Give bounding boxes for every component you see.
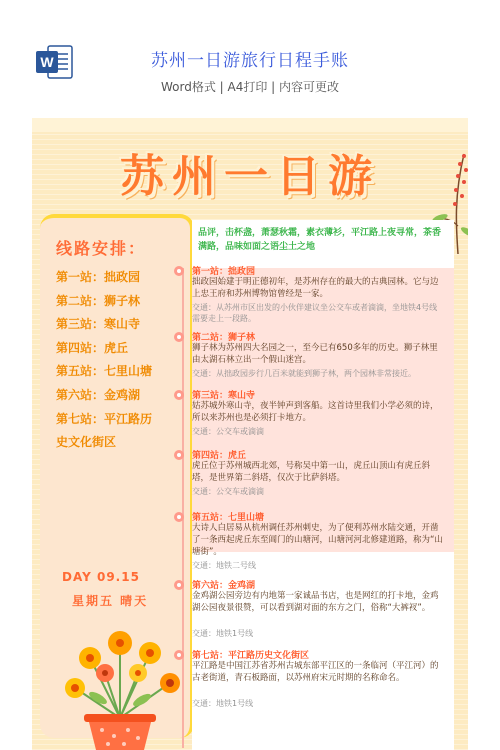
stop-name: 第四站：虎丘 [192, 451, 247, 461]
header-subtitle: Word格式 | A4打印 | 内容可更改 [160, 80, 340, 94]
intro-text: 品评，击杯盏，萧瑟秋霜，素衣薄衫，平江路上夜寻常，茶香满路，品味如面之语尘土之地 [198, 228, 442, 252]
timeline-dot [174, 450, 184, 460]
route-item: 第五站：七里山塘 [56, 364, 153, 379]
route-item: 第六站：金鸡湖 [56, 387, 141, 402]
route-item: 第二站：狮子林 [56, 293, 141, 308]
timeline-dot [174, 580, 184, 590]
stop-traffic: 交通：地铁二号线 [192, 561, 256, 570]
route-title: 线路安排： [56, 239, 147, 258]
stop-traffic: 交通：地铁1号线 [192, 699, 254, 708]
route-item: 第四站：虎丘 [56, 340, 129, 355]
page-top-stripe [32, 118, 468, 132]
stop-description: 平江路是中国江苏省苏州古城东部平江区的一条临河（平江河）的古老街道，青石板路面，以苏州府宋元时期的名称命名。 [192, 661, 439, 683]
route-item: 第一站：拙政园 [56, 270, 141, 284]
svg-text:W: W [40, 54, 54, 70]
timeline-dot [174, 266, 184, 276]
weekday-label: 星期五 晴天 [72, 594, 149, 608]
stop-name: 第五站：七里山塘 [192, 513, 265, 523]
route-item: 第三站：寒山寺 [56, 317, 141, 332]
stop-name: 第一站：拙政园 [192, 267, 256, 277]
date-label: DAY 09.15 [62, 570, 140, 584]
header [0, 0, 500, 118]
stop-name: 第六站：金鸡湖 [192, 581, 256, 591]
stop-traffic: 交通：公交车或滴滴 [192, 487, 264, 496]
stop-traffic: 交通：从拙政园步行几百米就能到狮子林，两个园林非常接近。 [192, 369, 416, 378]
stop-name: 第三站：寒山寺 [192, 391, 256, 401]
route-list [56, 266, 196, 455]
stop-description: 姑苏城外寒山寺，夜半钟声到客船。这首诗里我们小学必须的诗，所以来苏州也是必须打卡地方。 [192, 401, 439, 423]
page-title: 苏州一日游 [120, 151, 380, 202]
stop-description: 虎丘位于苏州城西北郊，号称吴中第一山，虎丘山顶山有虎丘斜塔，是世界第二斜塔，仅次于比萨斜塔。 [192, 461, 431, 483]
route-item: 史文化街区 [56, 435, 117, 450]
stop-name: 第七站：平江路历史文化街区 [192, 651, 310, 661]
document-page [32, 118, 468, 750]
stop-description: 拙政园始建于明正德初年，是苏州存在的最大的古典园林。它与边上忠王府和苏州博物馆曾经是一家。 [192, 277, 439, 299]
timeline-dot [174, 650, 184, 660]
stop-description: 狮子林为苏州四大名园之一，至今已有650多年的历史。狮子林里由太湖石林立出一个假山迷宫。 [192, 343, 438, 365]
stop-name: 第二站：狮子林 [192, 333, 256, 343]
stop-traffic: 交通：地铁1号线 [192, 629, 254, 638]
flower-pot-icon [50, 618, 190, 750]
timeline-dot [174, 390, 184, 400]
stop-traffic: 交通：公交车或滴滴 [192, 427, 264, 436]
route-item: 第七站：平江路历 [56, 411, 153, 426]
header-title: 苏州一日游旅行日程手账 [151, 51, 349, 71]
timeline-dot [174, 512, 184, 522]
stop-description: 大诗人白居易从杭州调任苏州刺史，为了便利苏州水陆交通，开凿了一条西起虎丘东至阊门的山塘河，山塘河河北修建道路，称为“山塘街”。 [192, 523, 443, 557]
stop-description: 金鸡湖公园旁边有内地第一家诚品书店，也是网红的打卡地，金鸡湖公园夜景很赞，可以看到湖对面的东方之门，俗称“大裤衩”。 [192, 591, 439, 613]
stop-traffic: 交通：从苏州市区出发的小伙伴建议坐公交车或者滴滴，坐地铁4号线需要走上一段路。 [192, 303, 438, 323]
timeline-dot [174, 332, 184, 342]
